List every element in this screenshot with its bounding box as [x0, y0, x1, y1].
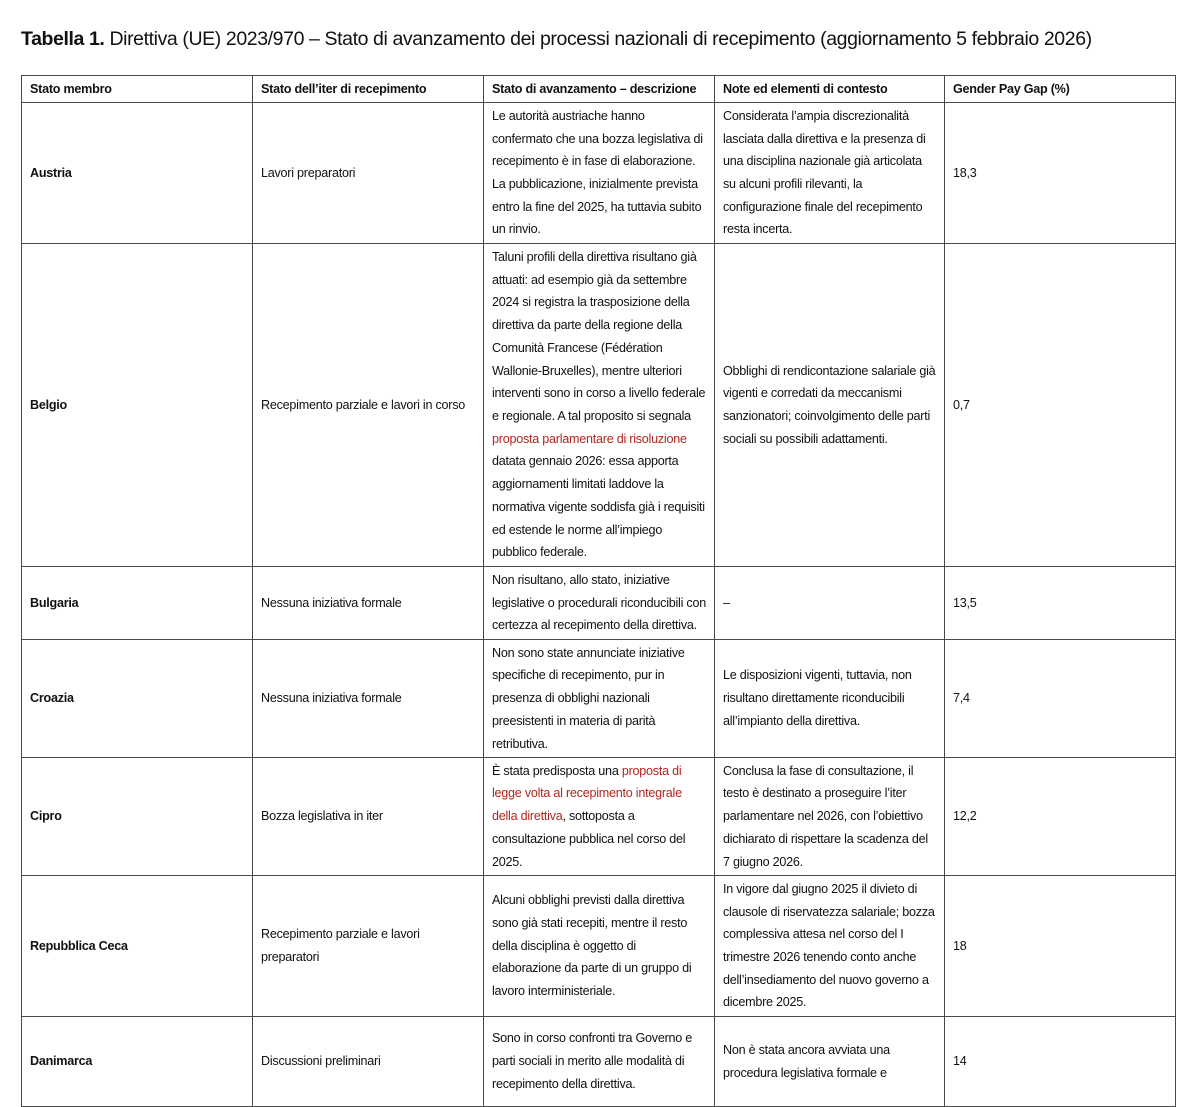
table-caption [21, 26, 1092, 52]
cell-note: Le disposizioni vigenti, tuttavia, non risultano direttamente riconducibili all’impianto della direttiva. [715, 640, 945, 758]
source-link[interactable]: proposta parlamentare di risoluzione [492, 431, 687, 446]
cell-descrizione [484, 244, 715, 567]
cell-stato-membro: Austria [22, 103, 253, 244]
description-text: Non risultano, allo stato, iniziative legislative o procedurali riconducibili con certezza al recepimento della direttiva. [492, 572, 706, 633]
cell-descrizione [484, 1017, 715, 1107]
header-stato-iter: Stato dell’iter di recepimento [253, 76, 484, 103]
cell-stato-iter: Lavori preparatori [253, 103, 484, 244]
cell-gender-pay-gap: 0,7 [945, 244, 1176, 567]
cell-stato-membro: Bulgaria [22, 567, 253, 640]
cell-stato-iter: Discussioni preliminari [253, 1017, 484, 1107]
cell-note: Considerata l’ampia discrezionalità lasciata dalla direttiva e la presenza di una disciplina nazionale già articolata su alcuni profili rilevanti, la configurazione finale del recepimento resta incerta. [715, 103, 945, 244]
header-stato-membro: Stato membro [22, 76, 253, 103]
source-link[interactable]: proposta di legge volta al recepimento integrale della direttiva [492, 763, 682, 824]
description-text: Non sono state annunciate iniziative specifiche di recepimento, pur in presenza di obblighi nazionali preesistenti in materia di parità retributiva. [492, 645, 685, 751]
cell-gender-pay-gap: 7,4 [945, 640, 1176, 758]
cell-gender-pay-gap: 14 [945, 1017, 1176, 1107]
cell-stato-iter: Recepimento parziale e lavori in corso [253, 244, 484, 567]
description-text: datata gennaio 2026: essa apporta aggiornamenti limitati laddove la normativa vigente soddisfa già i requisiti ed estende le norme all’impiego pubblico federale. [492, 454, 705, 560]
cell-note: In vigore dal giugno 2025 il divieto di clausole di riservatezza salariale; bozza complessiva attesa nel corso del I trimestre 2026 tenendo conto anche dell’insediamento del nuovo governo a dicembre 2025. [715, 876, 945, 1017]
cell-stato-iter: Nessuna iniziativa formale [253, 567, 484, 640]
header-note: Note ed elementi di contesto [715, 76, 945, 103]
cell-gender-pay-gap: 18,3 [945, 103, 1176, 244]
cell-note: Conclusa la fase di consultazione, il testo è destinato a proseguire l’iter parlamentare nel 2026, con l’obiettivo dichiarato di rispettare la scadenza del 7 giugno 2026. [715, 758, 945, 876]
table-row [22, 1017, 1176, 1107]
table-row [22, 876, 1176, 1017]
header-descrizione: Stato di avanzamento – descrizione [484, 76, 715, 103]
caption-label: Tabella 1. [21, 28, 105, 50]
cell-descrizione [484, 567, 715, 640]
cell-descrizione [484, 876, 715, 1017]
description-text: È stata predisposta una [492, 763, 622, 778]
cell-stato-membro: Croazia [22, 640, 253, 758]
description-text: , sottoposta a consultazione pubblica nel corso del 2025. [492, 809, 686, 869]
cell-descrizione [484, 640, 715, 758]
cell-note: – [715, 567, 945, 640]
header-gender-pay-gap: Gender Pay Gap (%) [945, 76, 1176, 103]
description-text: Taluni profili della direttiva risultano già attuati: ad esempio già da settembre 2024 si registra la trasposizione della direttiva da parte della regione della Comunità Francese (Fédération Wallonie-Bruxelles), mentre ulteriori interventi sono in corso a livello federale e regionale. A tal proposito si segnala [492, 250, 706, 423]
table-row [22, 103, 1176, 244]
cell-descrizione [484, 103, 715, 244]
cell-gender-pay-gap: 13,5 [945, 567, 1176, 640]
cell-stato-iter: Nessuna iniziativa formale [253, 640, 484, 758]
description-text: Le autorità austriache hanno confermato che una bozza legislativa di recepimento è in fase di elaborazione. La pubblicazione, inizialmente prevista entro la fine del 2025, ha tuttavia subito un rinvio. [492, 108, 703, 237]
table-body [22, 103, 1176, 1107]
cell-stato-iter: Bozza legislativa in iter [253, 758, 484, 876]
cell-stato-membro: Belgio [22, 244, 253, 567]
header-row [22, 76, 1176, 103]
cell-stato-iter: Recepimento parziale e lavori preparatori [253, 876, 484, 1017]
cell-stato-membro: Danimarca [22, 1017, 253, 1107]
table-row [22, 567, 1176, 640]
cell-gender-pay-gap: 12,2 [945, 758, 1176, 876]
table-row [22, 640, 1176, 758]
cell-descrizione [484, 758, 715, 876]
cell-gender-pay-gap: 18 [945, 876, 1176, 1017]
cell-stato-membro: Repubblica Ceca [22, 876, 253, 1017]
description-text: Alcuni obblighi previsti dalla direttiva sono già stati recepiti, mentre il resto della disciplina è oggetto di elaborazione da parte di un gruppo di lavoro interministeriale. [492, 893, 692, 999]
cell-note: Obblighi di rendicontazione salariale già vigenti e corredati da meccanismi sanzionatori; coinvolgimento delle parti sociali su possibili adattamenti. [715, 244, 945, 567]
cell-note: Non è stata ancora avviata una procedura legislativa formale e [715, 1017, 945, 1107]
table-row [22, 244, 1176, 567]
caption-text: Direttiva (UE) 2023/970 – Stato di avanzamento dei processi nazionali di recepimento (aggiornamento 5 febbraio 2026) [104, 28, 1092, 50]
description-text: Sono in corso confronti tra Governo e parti sociali in merito alle modalità di recepimento della direttiva. [492, 1031, 693, 1091]
cell-stato-membro: Cipro [22, 758, 253, 876]
transposition-table [21, 75, 1176, 1107]
table-row [22, 758, 1176, 876]
